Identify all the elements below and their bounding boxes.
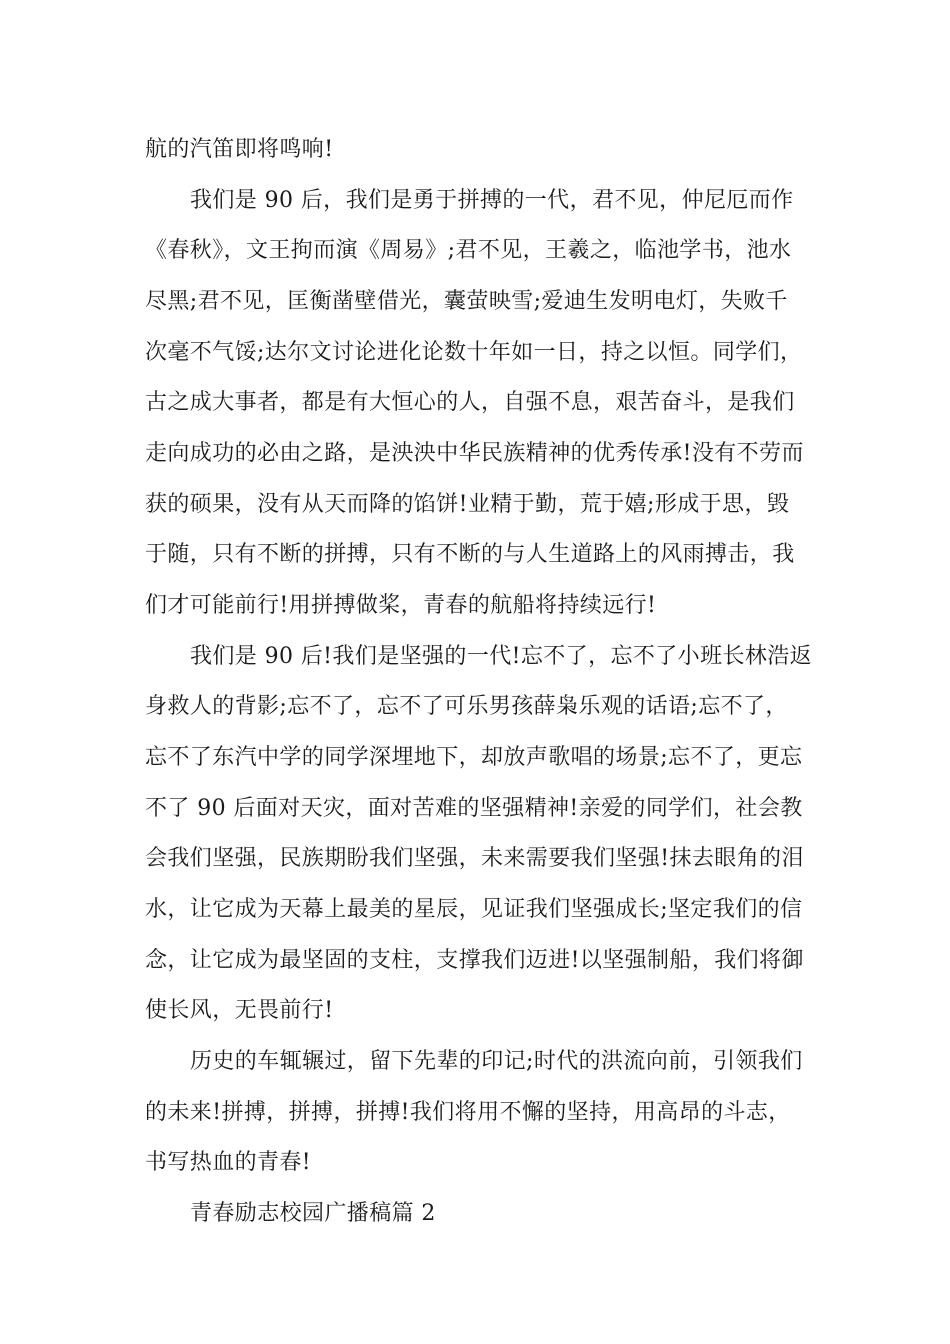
section-heading: 青春励志校园广播稿篇 2: [190, 1201, 436, 1226]
text-line: 会我们坚强，民族期盼我们坚强，未来需要我们坚强!抹去眼角的泪: [145, 846, 804, 871]
paragraph-first-line: 历史的车辄辗过，留下先辈的印记;时代的洪流向前，引领我们: [190, 1049, 803, 1074]
text-line: 次毫不气馁;达尔文讨论进化论数十年如一日，持之以恒。同学们，: [145, 340, 803, 365]
text-line: 的未来!拼搏，拼搏，拼搏!我们将用不懈的坚持，用高昂的斗志，: [145, 1100, 791, 1125]
text-line: 不了 90 后面对天灾，面对苦难的坚强精神!亲爱的同学们，社会教: [145, 796, 803, 821]
text-line: 走向成功的必由之路，是泱泱中华民族精神的优秀传承!没有不劳而: [145, 441, 804, 466]
text-line: 《春秋》，文王拘而演《周易》;君不见，王羲之，临池学书，池水: [145, 238, 792, 263]
text-line: 忘不了东汽中学的同学深埋地下，却放声歌唱的场景;忘不了，更忘: [145, 745, 803, 770]
text-line: 水，让它成为天幕上最美的星辰，见证我们坚强成长;坚定我们的信: [145, 897, 803, 922]
text-line: 们才可能前行!用拼搏做桨，青春的航船将持续远行!: [145, 593, 657, 618]
text-line: 于随，只有不断的拼搏，只有不断的与人生道路上的风雨搏击，我: [145, 542, 795, 567]
text-line: 身救人的背影;忘不了，忘不了可乐男孩薛枭乐观的话语;忘不了，: [145, 694, 788, 719]
text-line: 尽黑;君不见，匡衡凿壁借光，囊萤映雪;爱迪生发明电灯，失败千: [145, 289, 788, 314]
paragraph-first-line: 我们是 90 后!我们是坚强的一代!忘不了，忘不了小班长林浩返: [190, 644, 813, 669]
text-line: 书写热血的青春!: [145, 1150, 312, 1175]
text-line: 航的汽笛即将鸣响!: [145, 137, 334, 162]
paragraph-first-line: 我们是 90 后，我们是勇于拼搏的一代，君不见，仲尼厄而作: [190, 188, 794, 213]
text-line: 念，让它成为最坚固的支柱，支撑我们迈进!以坚强制船，我们将御: [145, 948, 804, 973]
text-line: 获的硕果，没有从天而降的馅饼!业精于勤，荒于嬉;形成于思，毁: [145, 492, 790, 517]
text-line: 古之成大事者，都是有大恒心的人，自强不息，艰苦奋斗，是我们: [145, 390, 795, 415]
text-line: 使长风，无畏前行!: [145, 998, 334, 1023]
